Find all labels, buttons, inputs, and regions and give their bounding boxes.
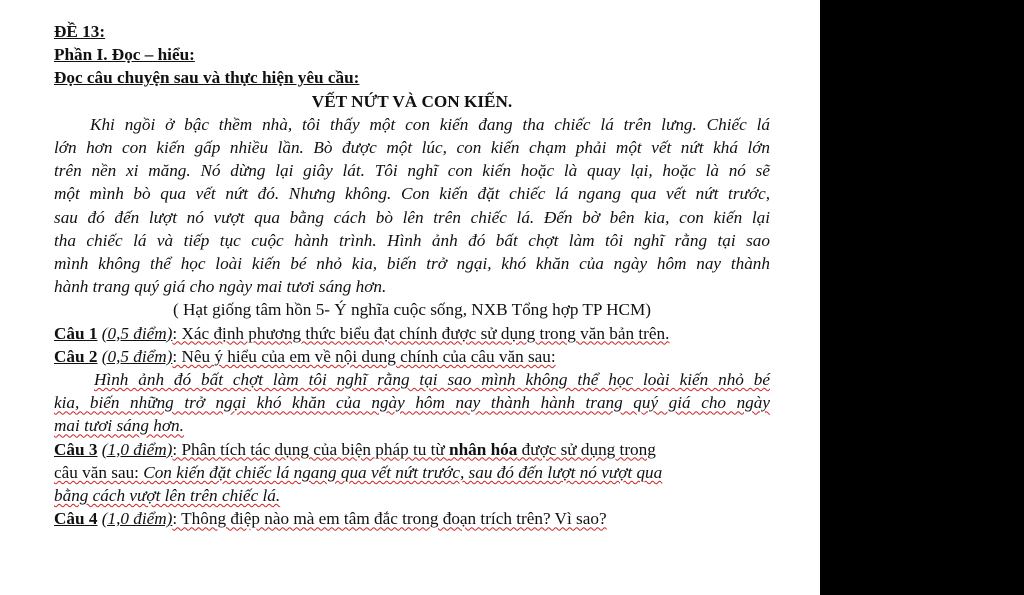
story-line: sau đó đến lượt nó vượt qua bằng cách bò lên trên chiếc lá. Đến bờ bên kia, con kiến lại	[54, 207, 770, 227]
story-line: mình không thể học loài kiến bé nhỏ kia, biến trở ngại, khó khăn của ngày hôm nay thành	[54, 254, 770, 274]
quote-line: Hình ảnh đó bất chợt làm tôi nghĩ rằng tại sao mình không thể học loài kiến nhỏ bé	[94, 370, 770, 390]
question-3-prefix: câu văn sau:	[54, 462, 144, 482]
question-1-points: (0,5 điểm)	[101, 323, 173, 343]
instruction-line: Đọc câu chuyện sau và thực hiện yêu cầu:	[54, 68, 360, 88]
exam-number: ĐỀ 13:	[54, 22, 106, 41]
story-line: lớn hơn con kiến gấp nhiều lần. Bò được một lúc, con kiến chạm phải một vết nứt khá lớn	[54, 138, 770, 158]
question-2-quote	[54, 368, 770, 438]
question-3-line2	[54, 461, 770, 484]
question-1-text: : Xác định phương thức biểu đạt chính được sử dụng trong văn bản trên.	[172, 323, 670, 343]
question-4-label: Câu 4	[54, 509, 98, 529]
story-line: tha chiếc lá và tiếp tục cuộc hành trình. Hình ảnh đó bất chợt làm tôi nghĩ rằng tại sao	[54, 230, 770, 250]
source-citation: ( Hạt giống tâm hồn 5- Ý nghĩa cuộc sống, NXB Tổng hợp TP HCM)	[172, 300, 652, 320]
question-3	[54, 438, 770, 461]
document-page	[54, 20, 770, 530]
story-line: Khi ngồi ở bậc thềm nhà, tôi thấy một con kiến đang tha chiếc lá trên lưng. Chiếc lá	[90, 114, 770, 134]
question-3-points: (1,0 điểm)	[101, 439, 173, 459]
question-4-points: (1,0 điểm)	[101, 509, 173, 529]
question-3-label: Câu 3	[54, 439, 98, 459]
part-heading: Phần I. Đọc – hiểu:	[54, 45, 195, 65]
question-3-text-after: được sử dụng trong	[517, 439, 656, 459]
black-side-panel	[820, 0, 1024, 595]
story-line: hành trang quý giá cho ngày mai tươi sáng hơn.	[54, 277, 387, 297]
question-4-text: : Thông điệp nào mà em tâm đắc trong đoạn trích trên? Vì sao?	[172, 509, 607, 529]
question-3-quote-end: bằng cách vượt lên trên chiếc lá.	[54, 486, 281, 506]
quote-line: mai tươi sáng hơn.	[54, 416, 184, 436]
question-3-quote: Con kiến đặt chiếc lá ngang qua vết nứt trước, sau đó đến lượt nó vượt qua	[143, 462, 663, 482]
question-3-term: nhân hóa	[449, 439, 518, 459]
question-1	[54, 322, 770, 345]
question-2-points: (0,5 điểm)	[101, 346, 173, 366]
question-4	[54, 507, 770, 530]
story-line: một mình bò qua vết nứt đó. Nhưng không. Con kiến đặt chiếc lá ngang qua vết nứt trước,	[54, 184, 770, 204]
quote-line: kia, biến những trở ngại khó khăn của ngày hôm nay thành hành trang quý giá cho ngày	[54, 393, 770, 413]
question-1-label: Câu 1	[54, 323, 98, 343]
story-line: trên nền xi măng. Nó dừng lại giây lát. Tôi nghĩ con kiến hoặc là quay lại, hoặc là nó sẽ	[54, 161, 770, 181]
story-title: VẾT NỨT VÀ CON KIẾN.	[311, 91, 513, 111]
question-3-text: : Phân tích tác dụng của biện pháp tu từ	[172, 439, 450, 459]
question-2-text: : Nêu ý hiểu của em về nội dung chính của câu văn sau:	[172, 346, 556, 366]
story-paragraph	[54, 113, 770, 299]
question-2-label: Câu 2	[54, 346, 98, 366]
question-2	[54, 345, 770, 368]
